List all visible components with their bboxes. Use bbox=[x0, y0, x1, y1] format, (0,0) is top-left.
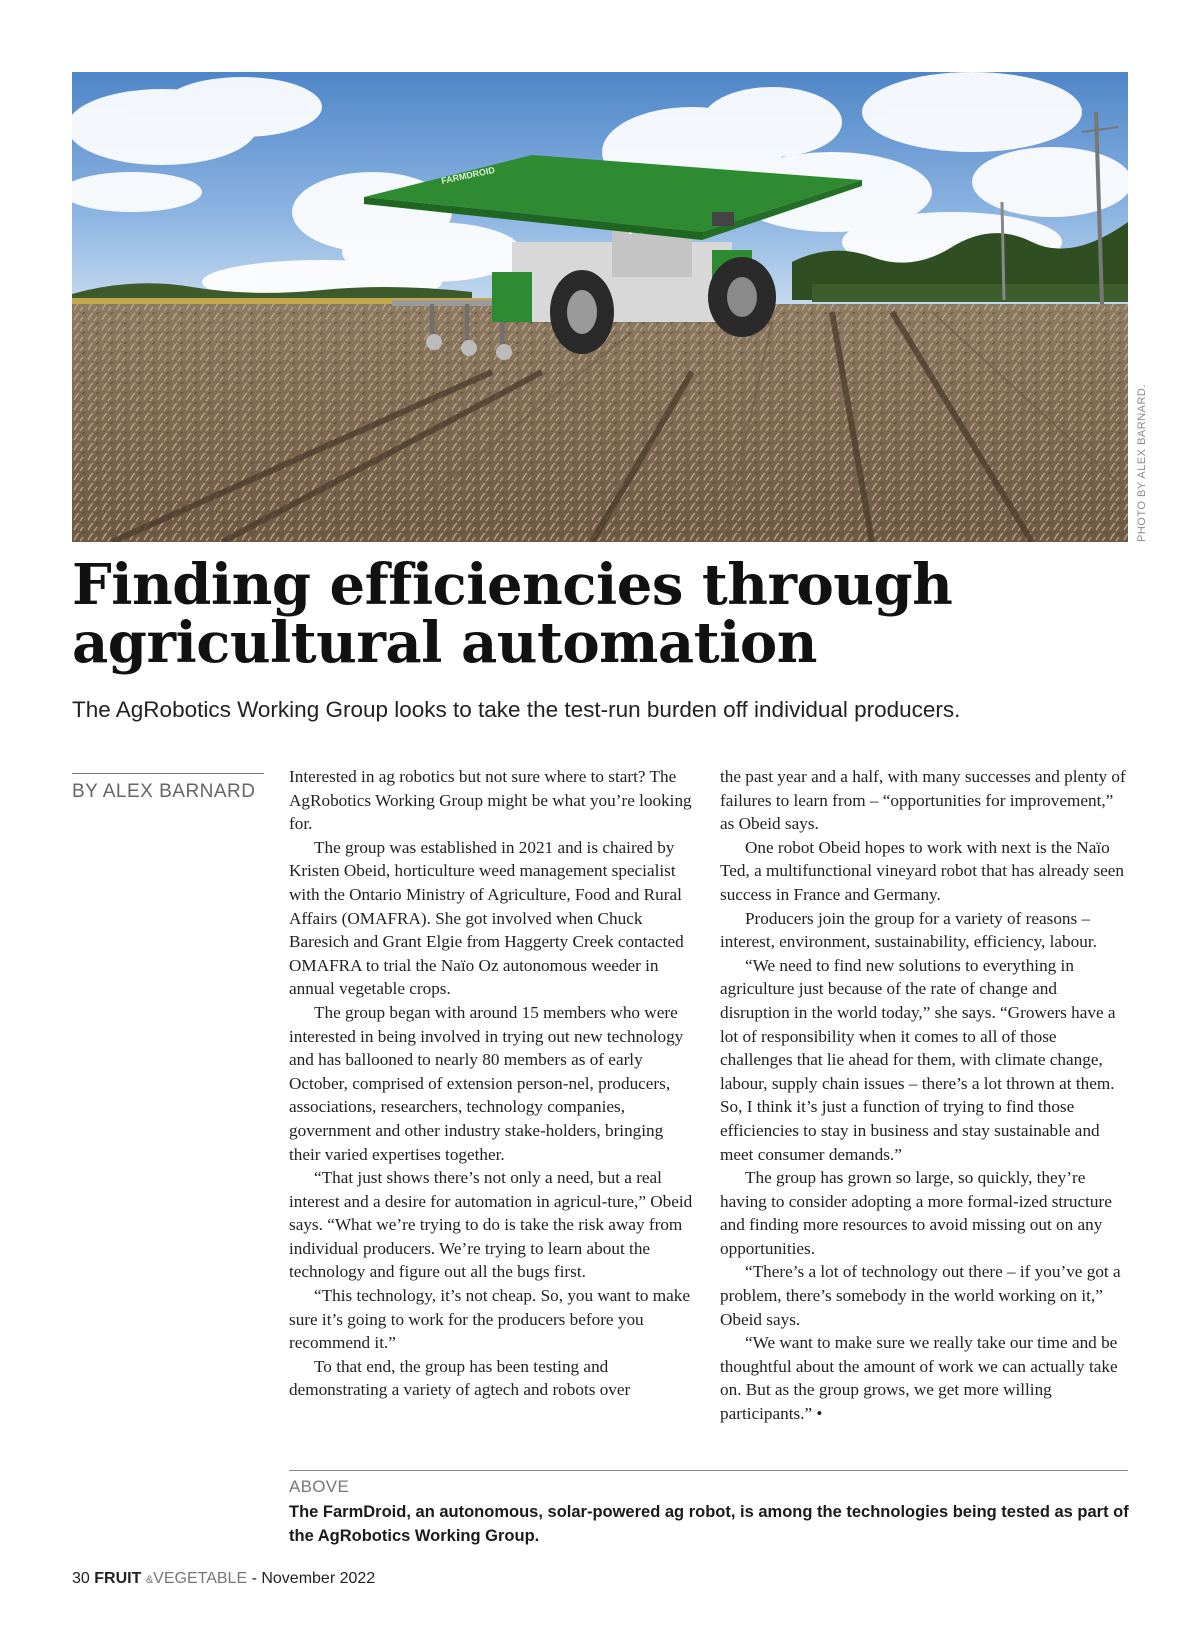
headline-line-2: agricultural automation bbox=[72, 610, 817, 676]
paragraph: “We need to find new solutions to everything in agriculture just because of the rate of change and disruption in the world today,” she says. “Growers have a lot of responsibility when it comes to all of those challenges that lie ahead for them, with climate change, labour, supply chain issues – there’s a lot thrown at them. So, I think it’s just a function of trying to find those efficiencies to stay in business and stay sustainable and meet consumer demands.” bbox=[720, 955, 1116, 1164]
paragraph: The group was established in 2021 and is chaired by Kristen Obeid, horticulture weed management specialist with the Ontario Ministry of Agriculture, Food and Rural Affairs (OMAFRA). She got involved when Chuck Baresich and Grant Elgie from Haggerty Creek contacted OMAFRA to trial the Naïo Oz autonomous weeder in annual vegetable crops. bbox=[289, 837, 684, 999]
paragraph: Interested in ag robotics but not sure where to start? The AgRobotics Working Group might be what you’re looking for. bbox=[289, 767, 692, 834]
paragraph: One robot Obeid hopes to work with next is the Naïo Ted, a multifunctional vineyard robot that has already seen success in France and Germany. bbox=[720, 837, 1124, 904]
headline-line-1: Finding efficiencies through bbox=[72, 552, 953, 618]
paragraph: “There’s a lot of technology out there – if you’ve got a problem, there’s somebody in the world working on it,” Obeid says. bbox=[720, 1262, 1121, 1329]
paragraph: “That just shows there’s not only a need, but a real interest and a desire for automation in agricul-ture,” Obeid says. “What we’re trying to do is take the risk away from individual producers. We’re trying to learn about the technology and figure out all the bugs first. bbox=[289, 1168, 693, 1282]
paragraph: Producers join the group for a variety of reasons – interest, environment, sustainability, efficiency, labour. bbox=[720, 908, 1097, 952]
photo-caption: The FarmDroid, an autonomous, solar-powered ag robot, is among the technologies being tested as part of the AgRobotics Working Group. bbox=[289, 1503, 1129, 1545]
paragraph: The group began with around 15 members who were interested in being involved in trying out new technology and has ballooned to nearly 80 members as of early October, comprised of extension person-nel, producers, associations, researchers, technology companies, government and other industry stake-holders, bringing their varied expertises together. bbox=[289, 1002, 684, 1164]
paragraph: “This technology, it’s not cheap. So, you want to make sure it’s going to work for the producers before you recommend it.” bbox=[289, 1286, 690, 1353]
article-deck: The AgRobotics Working Group looks to take the test-run burden off individual producers. bbox=[72, 697, 961, 722]
article-column-1 bbox=[289, 765, 695, 1402]
farmdroid-field-illustration bbox=[72, 72, 1128, 542]
photo-credit: PHOTO BY ALEX BARNARD. bbox=[1136, 384, 1148, 542]
article-column-2 bbox=[720, 765, 1126, 1426]
caption-divider bbox=[289, 1470, 1128, 1471]
magazine-name-fruit: FRUIT bbox=[94, 1570, 142, 1587]
issue-date: - November 2022 bbox=[247, 1570, 376, 1587]
paragraph: “We want to make sure we really take our time and be thoughtful about the amount of work we can actually take on. But as the group grows, we get more willing participants.” • bbox=[720, 1333, 1118, 1424]
byline-divider bbox=[72, 773, 264, 774]
article-headline bbox=[72, 552, 1132, 676]
hero-photo bbox=[72, 72, 1128, 542]
paragraph: The group has grown so large, so quickly, they’re having to consider adopting a more formal-ized structure and finding more resources to avoid missing out on any opportunities. bbox=[720, 1168, 1112, 1258]
magazine-name-vegetable: VEGETABLE bbox=[153, 1570, 248, 1587]
page-number: 30 bbox=[72, 1570, 90, 1587]
paragraph: the past year and a half, with many successes and plenty of failures to learn from – “opportunities for improvement,” as Obeid says. bbox=[720, 767, 1126, 834]
page-footer bbox=[72, 1570, 375, 1588]
byline: BY ALEX BARNARD bbox=[72, 781, 256, 802]
magazine-name-ampersand: & bbox=[145, 1574, 154, 1586]
paragraph: To that end, the group has been testing and demonstrating a variety of agtech and robots over bbox=[289, 1356, 631, 1400]
caption-label: ABOVE bbox=[289, 1477, 350, 1496]
robot-panel-label: FARMDROID bbox=[440, 164, 496, 186]
